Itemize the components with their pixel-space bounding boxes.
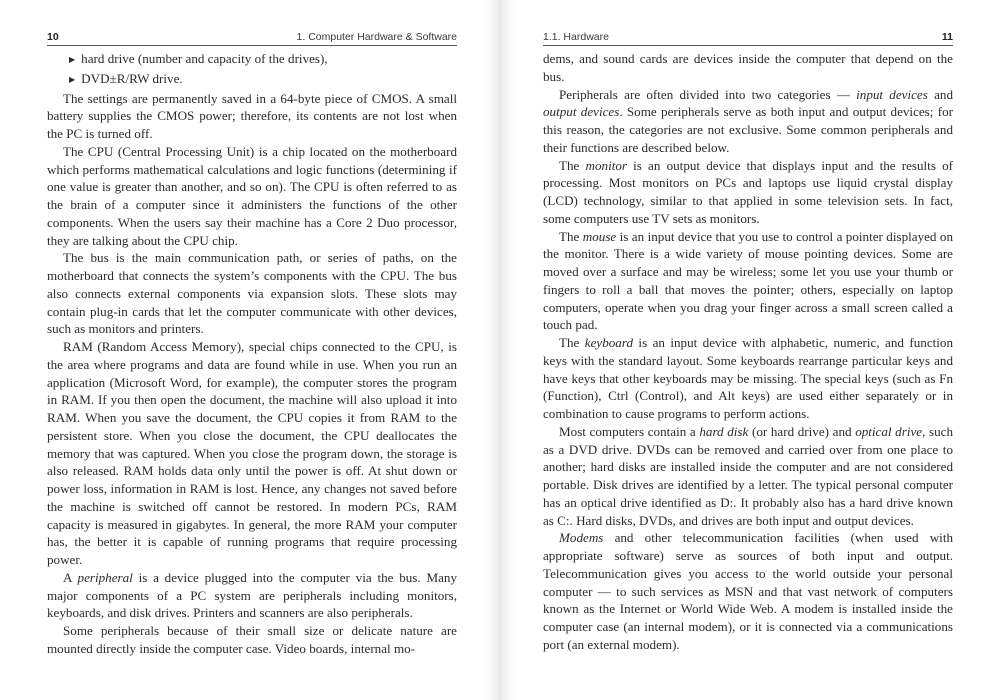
term-mouse: mouse	[582, 228, 617, 244]
bullet-triangle-icon: ▶	[69, 74, 76, 84]
paragraph-disk: Most computers contain a hard disk (or hard drive) and optical drive, such as a DVD drive. DVDs can be removed and carried over from one place to another; hard disks are installed inside the computer and are not considered portable. Disk drives are identified by a letter. The typical personal computer has an optical drive identified as D:. It probably also has a hard drive known as C:. Hard disks, DVDs, and drives are both input and output devices.	[543, 423, 953, 528]
term-modems: Modems	[559, 530, 604, 546]
left-page	[47, 30, 457, 658]
paragraph-cpu: The CPU (Central Processing Unit) is a chip located on the motherboard which performs mathematical calculations and logic functions (determining if one value is greater than another, and so on). The CPU is often referred to as the brain of a computer since it administers the functions of the other components. When the users say their machine has a Core 2 Duo processor, they are talking about the CPU chip.	[47, 143, 457, 248]
paragraph-monitor: The monitor is an output device that displays input and the results of processing. Most monitors on PCs and laptops use liquid crystal display (LCD) technology, similar to that applied in some television sets. In fact, some computers use TV sets as monitors.	[543, 157, 953, 226]
left-page-number: 10	[47, 31, 59, 43]
paragraph-continuation: dems, and sound cards are devices inside the computer that depend on the bus.	[543, 51, 953, 84]
bullet-triangle-icon: ▶	[69, 55, 76, 64]
paragraph-mouse: The mouse is an input device that you use to control a pointer displayed on the monitor. There is a wide variety of mouse pointing devices. Some are moved over a surface and may be wireless; some let you use your thumb or fingers to roll a ball that moves the pointer; others, especially on laptop computers, operate when you drag your finger across a small screen called a touch pad.	[543, 228, 953, 333]
term-peripheral: peripheral	[77, 569, 133, 585]
right-page	[543, 30, 953, 654]
paragraph-peripheral: A peripheral is a device plugged into the computer via the bus. Many major components of a PC system are peripherals including monitors, keyboards, and disk drives. Printers and scanners are also peripherals.	[47, 569, 457, 621]
paragraph-keyboard: The keyboard is an input device with alphabetic, numeric, and function keys with the standard layout. Some keyboards rearrange particular keys and have keys that other keyboards may be missing. The special keys (such as Fn (Function), Ctrl (Control), and Alt keys) are used either separately or in combination to cause programs to perform actions.	[543, 335, 953, 421]
page-gutter	[486, 0, 514, 700]
term-hard-disk: hard disk	[699, 423, 749, 439]
term-optical-drive: optical drive	[855, 423, 923, 439]
right-page-number: 11	[941, 31, 953, 43]
term-input-devices: input devices	[856, 86, 928, 102]
bullet-item: ▶ DVD±R/RW drive.	[69, 70, 183, 86]
paragraph-peripheral-size: Some peripherals because of their small size or delicate nature are mounted directly inside the computer case. Video boards, internal mo-	[47, 623, 457, 656]
left-running-title: 1. Computer Hardware & Software	[296, 31, 457, 43]
term-output-devices: output devices	[543, 104, 620, 120]
term-monitor: monitor	[585, 157, 627, 173]
bullet-item: ▶ hard drive (number and capacity of the drives),	[69, 51, 328, 66]
paragraph-modems: Modems and other telecommunication facilities (when used with appropriate software) serve as sources of both input and output. Telecommunication gives you access to the world outside your personal computer — to such services as MSN and that vast network of computers known as the Internet or World Wide Web. A modem is installed inside the computer case (an internal modem), or it is connected via a communications port (an external modem).	[543, 530, 953, 652]
paragraph-categories: Peripherals are often divided into two categories — input devices and output devices. Some peripherals serve as both input and output devices; for this reason, the categories are not exclusive. Some common peripherals and their functions are described below.	[543, 86, 954, 155]
paragraph-bus: The bus is the main communication path, or series of paths, on the motherboard that connects the system’s components with the CPU. The bus also connects external components via expansion slots. These slots may contain plug-in cards that let the computer communicate with other devices, such as monitors and printers.	[47, 250, 457, 337]
left-page-body	[47, 50, 457, 658]
term-keyboard: keyboard	[584, 335, 634, 350]
right-page-body	[543, 50, 953, 654]
right-running-title: 1.1. Hardware	[543, 31, 609, 43]
left-running-header	[47, 30, 457, 46]
paragraph-cmos: The settings are permanently saved in a 64-byte piece of CMOS. A small battery supplies the CMOS power; therefore, its contents are not lost when the PC is turned off.	[47, 90, 457, 141]
paragraph-ram: RAM (Random Access Memory), special chips connected to the CPU, is the area where programs and data are found while in use. When you run an application (Microsoft Word, for example), the computer stores the program in RAM. If you then open the document, the machine will also upload it into RAM. When you save the document, the CPU copies it from RAM to the persistent store. When you close the document, the CPU deallocates the memory that was captured. When you close the program down, the storage is also released. RAM holds data only until the power is off. At shut down or power loss, information in RAM is lost. Hence, any changes not saved before the machine is switched off cannot be restored. In modern PCs, RAM capacity is measured in gigabytes. In general, the more RAM your computer has, the better it is capable of running programs that require processing power.	[47, 339, 457, 567]
right-running-header	[543, 30, 953, 46]
